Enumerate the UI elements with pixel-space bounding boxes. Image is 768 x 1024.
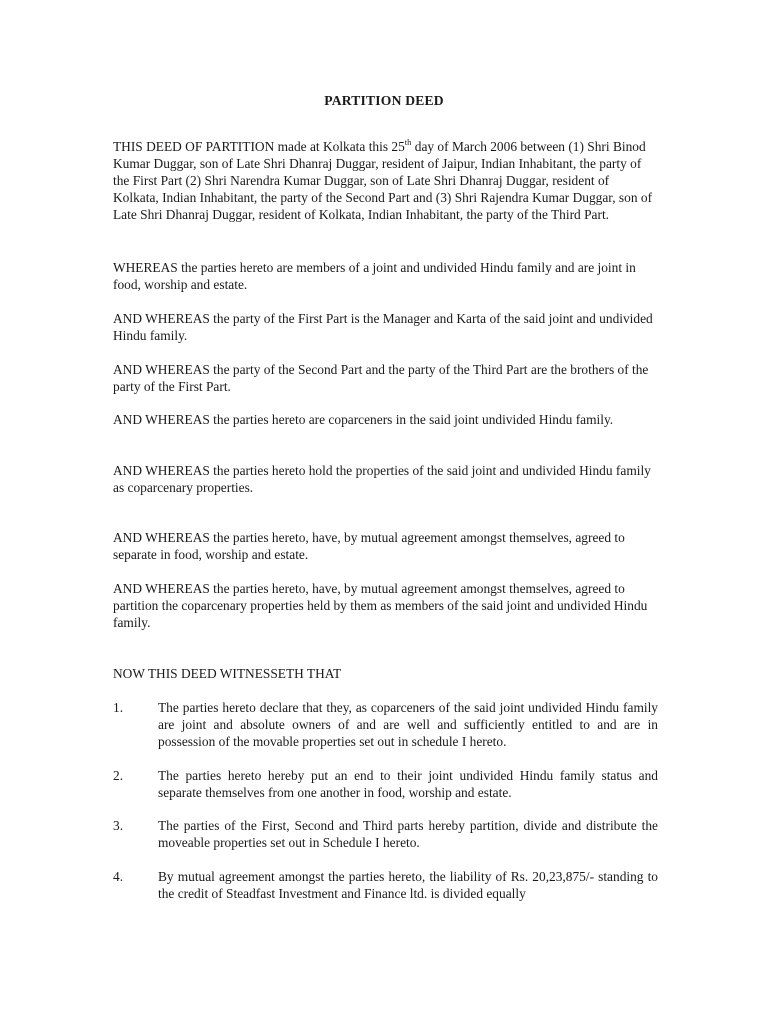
recital-paragraph: WHEREAS the parties hereto are members of a joint and undivided Hindu family and are joint in food, worship and estate. bbox=[113, 260, 636, 292]
intro-superscript: th bbox=[404, 136, 412, 147]
intro-text-start: THIS DEED OF PARTITION made at Kolkata this 25 bbox=[113, 139, 405, 154]
recital-paragraph: AND WHEREAS the party of the Second Part and the party of the Third Part are the brothers of the party of the First Part. bbox=[113, 362, 649, 394]
clause-number: 4. bbox=[113, 869, 124, 884]
clause-text: The parties of the First, Second and Third parts hereby partition, divide and distribute the moveable properties set out in Schedule I hereto. bbox=[158, 818, 658, 850]
clause-item bbox=[113, 817, 658, 851]
intro-paragraph bbox=[113, 138, 658, 223]
clause-number: 2. bbox=[113, 768, 124, 783]
clause-text: By mutual agreement amongst the parties hereto, the liability of Rs. 20,23,875/- standing to the credit of Steadfast Investment and Finance ltd. is divided equally bbox=[158, 869, 658, 901]
recital-paragraph: AND WHEREAS the party of the First Part is the Manager and Karta of the said joint and undivided Hindu family. bbox=[113, 311, 653, 343]
intro-text-rest: day of March 2006 between (1) Shri Binod Kumar Duggar, son of Late Shri Dhanraj Duggar, resident of Jaipur, Indian Inhabitant, the party of the First Part (2) Shri Narendra Kumar Duggar, son of Late Shri Dhanraj Duggar, resident of Kolkata, Indian Inhabitant, the party of the Second Part and (3) Shri Rajendra Kumar Duggar, son of Late Shri Dhanraj Duggar, resident of Kolkata, Indian Inhabitant, the party of the Third Part. bbox=[113, 139, 653, 222]
document-title: PARTITION DEED bbox=[324, 93, 444, 108]
witnesseth-heading: NOW THIS DEED WITNESSETH THAT bbox=[113, 666, 342, 681]
clause-text: The parties hereto hereby put an end to their joint undivided Hindu family status and separate themselves from one another in food, worship and estate. bbox=[158, 768, 658, 800]
clause-item bbox=[113, 767, 658, 801]
recital-paragraph: AND WHEREAS the parties hereto are coparceners in the said joint undivided Hindu family. bbox=[113, 412, 614, 427]
clause-item bbox=[113, 868, 658, 902]
recital-paragraph: AND WHEREAS the parties hereto, have, by mutual agreement amongst themselves, agreed to separate in food, worship and estate. bbox=[113, 530, 625, 562]
clause-text: The parties hereto declare that they, as coparceners of the said joint undivided Hindu family are joint and absolute owners of and are well and sufficiently entitled to and are in possession of the movable properties set out in schedule I hereto. bbox=[158, 700, 658, 749]
clause-number: 3. bbox=[113, 818, 124, 833]
clause-item bbox=[113, 699, 658, 750]
recital-paragraph: AND WHEREAS the parties hereto hold the properties of the said joint and undivided Hindu family as coparcenary properties. bbox=[113, 463, 651, 495]
clause-number: 1. bbox=[113, 700, 124, 715]
recital-paragraph: AND WHEREAS the parties hereto, have, by mutual agreement amongst themselves, agreed to partition the coparcenary properties held by them as members of the said joint and undivided Hindu family. bbox=[113, 581, 648, 630]
